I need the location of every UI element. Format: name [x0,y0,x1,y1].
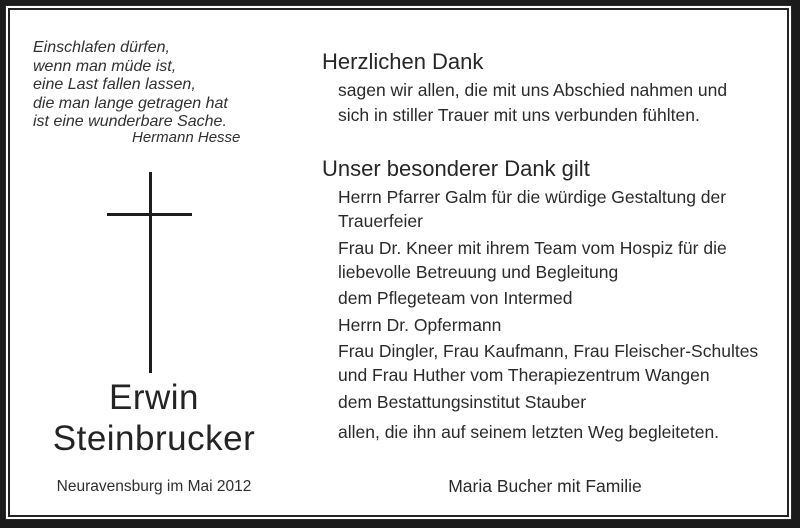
quote-line: die man lange getragen hat [33,94,228,112]
thanks-heading: Herzlichen Dank [322,49,484,74]
special-thanks-item: allen, die ihn auf seinem letzten Weg begleiteten. [338,421,720,442]
family-signature: Maria Bucher mit Familie [448,476,642,496]
special-thanks-heading: Unser besonderer Dank gilt [322,156,590,181]
quote-lines [33,39,283,132]
deceased-first-name: Erwin [108,378,200,417]
special-thanks-item: Frau Dingler, Frau Kaufmann, Frau Fleischer-Schultes und Frau Huther vom Therapiezentrum Wangen [338,341,759,385]
special-thanks-item: dem Bestattungsinstitut Stauber [338,391,587,412]
special-thanks-item: dem Pflegeteam von Intermed [338,288,573,308]
cross-horizontal-bar [107,213,192,216]
thanks-column [322,50,784,446]
deceased-name [8,377,300,459]
cross-icon [107,172,192,373]
place-and-date: Neuravensburg im Mai 2012 [56,478,252,495]
deceased-last-name: Steinbrucker [52,419,256,458]
thanks-intro-text: sagen wir allen, die mit uns Abschied nahmen und sich in stiller Trauer mit uns verbunden fühlten. [338,80,728,125]
special-thanks-list [338,185,784,444]
special-thanks-item: Herrn Dr. Opfermann [338,314,502,335]
quote-line: ist eine wunderbare Sache. [33,113,227,130]
quote-attribution: Hermann Hesse [132,128,241,146]
special-thanks-item: Frau Dr. Kneer mit ihrem Team vom Hospiz für die liebevolle Betreuung und Begleitung [338,237,727,282]
special-thanks-item: Herrn Pfarrer Galm für die würdige Gestaltung der Trauerfeier [338,187,727,231]
memorial-quote [33,39,283,147]
quote-line: wenn man müde ist, [33,57,177,75]
quote-line: eine Last fallen lassen, [33,76,196,93]
quote-line: Einschlafen dürfen, [33,39,170,56]
cross-vertical-bar [149,172,152,373]
